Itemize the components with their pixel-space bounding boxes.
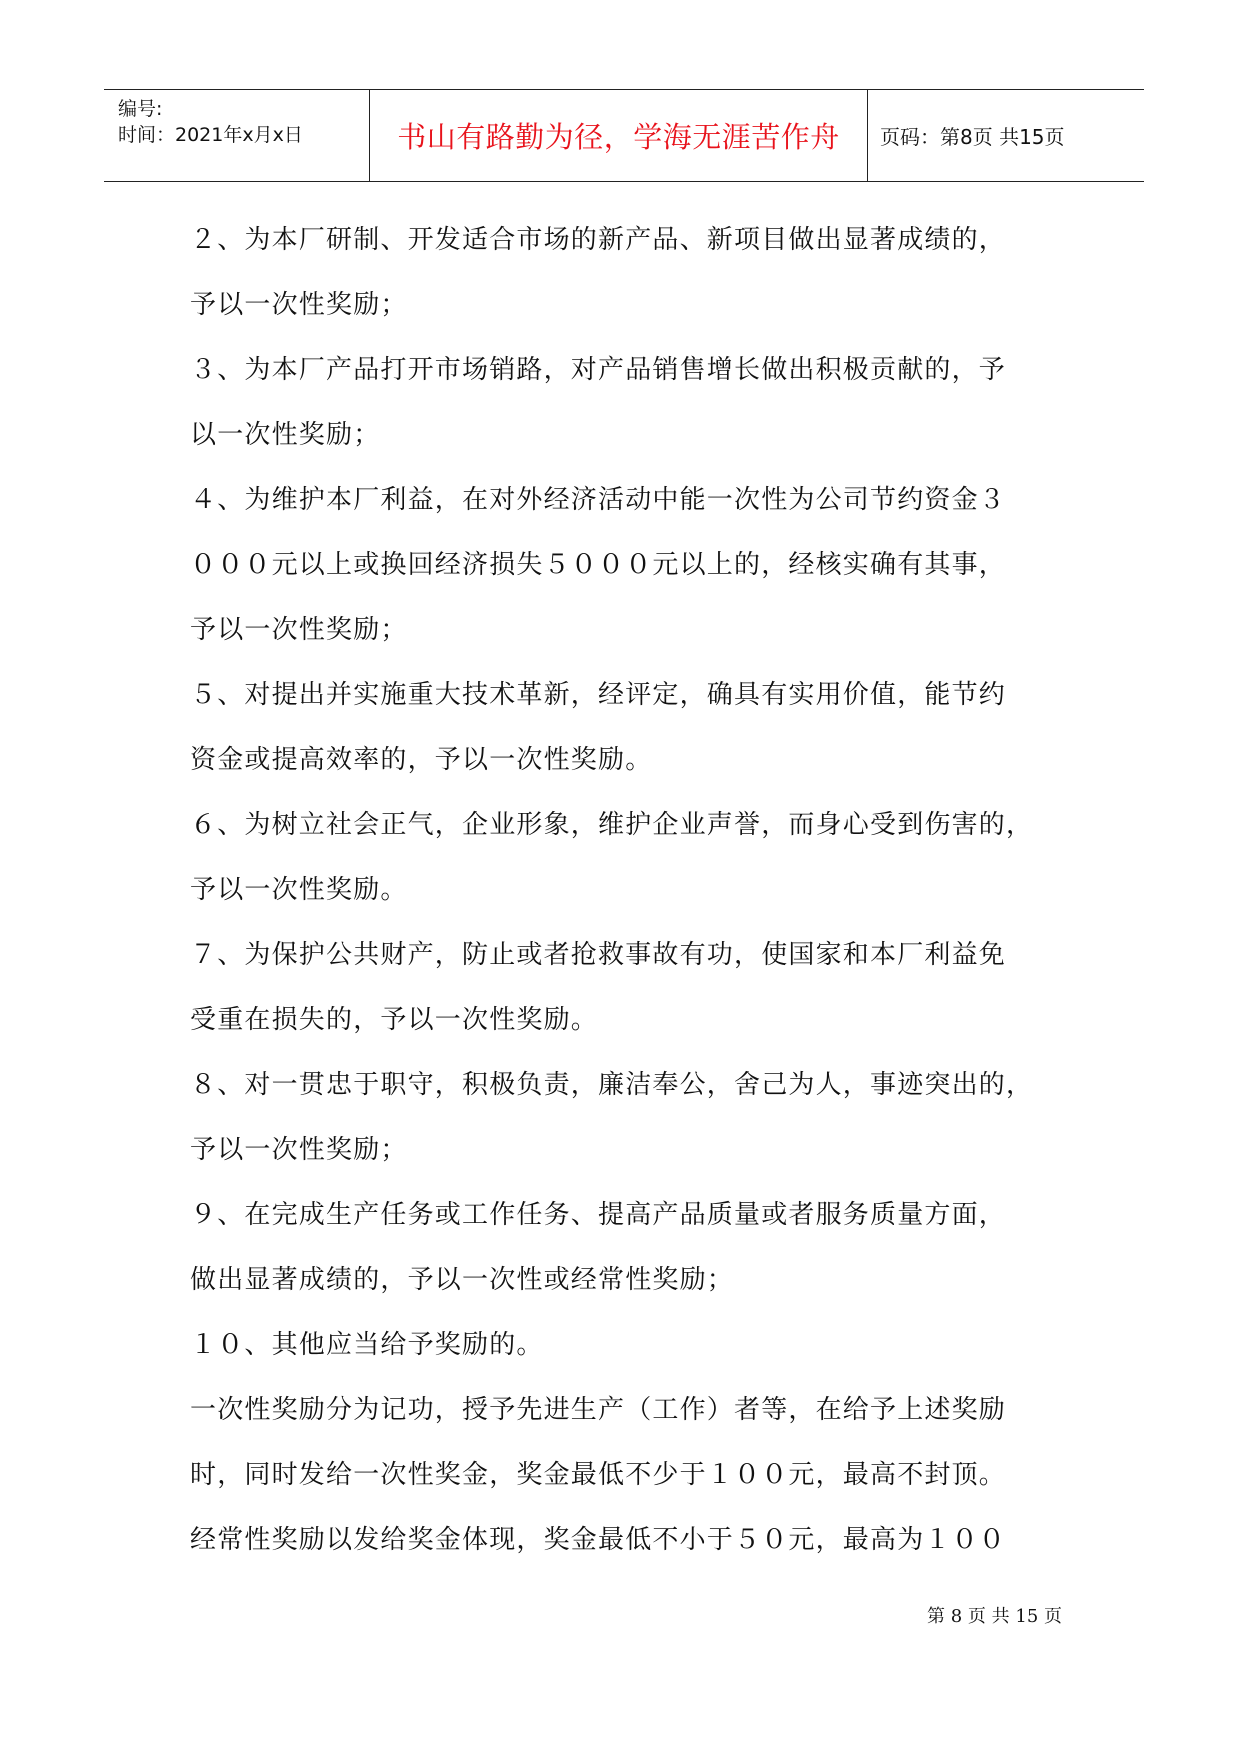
header-motto-cell xyxy=(370,90,868,181)
body-line: 予以一次性奖励。 xyxy=(190,875,408,905)
body-line: ５、对提出并实施重大技术革新，经评定，确具有实用价值，能节约 xyxy=(190,680,1007,710)
body-line: ９、在完成生产任务或工作任务、提高产品质量或者服务质量方面， xyxy=(190,1200,1007,1230)
document-date: 时间：2021年x月x日 xyxy=(118,124,303,146)
body-line: ３、为本厂产品打开市场销路，对产品销售增长做出积极贡献的，予 xyxy=(190,355,1007,385)
body-line: 做出显著成绩的，予以一次性或经常性奖励； xyxy=(190,1265,735,1295)
body-line: ７、为保护公共财产，防止或者抢救事故有功，使国家和本厂利益免 xyxy=(190,940,1007,970)
body-text xyxy=(190,208,1080,1573)
page-footer: 第 8 页 共 15 页 xyxy=(927,1606,1062,1627)
body-line: 予以一次性奖励； xyxy=(190,290,408,320)
document-number-label: 编号: xyxy=(118,98,163,120)
header-motto: 书山有路勤为径，学海无涯苦作舟 xyxy=(397,120,840,154)
header-meta-cell xyxy=(104,90,370,181)
header-page-cell xyxy=(868,90,1144,181)
body-line: 予以一次性奖励； xyxy=(190,615,408,645)
body-line: ８、对一贯忠于职守，积极负责，廉洁奉公，舍己为人，事迹突出的， xyxy=(190,1070,1034,1100)
body-line: 资金或提高效率的，予以一次性奖励。 xyxy=(190,745,653,775)
body-line: 以一次性奖励； xyxy=(190,420,381,450)
page-header xyxy=(104,89,1144,182)
header-page-info: 页码：第8页 共15页 xyxy=(880,125,1065,149)
body-line: 时，同时发给一次性奖金，奖金最低不少于１００元，最高不封顶。 xyxy=(190,1460,1007,1490)
body-line: ２、为本厂研制、开发适合市场的新产品、新项目做出显著成绩的， xyxy=(190,225,1007,255)
body-line: ０００元以上或换回经济损失５０００元以上的，经核实确有其事， xyxy=(190,550,1007,580)
body-line: 予以一次性奖励； xyxy=(190,1135,408,1165)
body-line: 经常性奖励以发给奖金体现，奖金最低不小于５０元，最高为１００ xyxy=(190,1525,1007,1555)
body-line: 一次性奖励分为记功，授予先进生产（工作）者等，在给予上述奖励 xyxy=(190,1395,1007,1425)
body-line: ４、为维护本厂利益，在对外经济活动中能一次性为公司节约资金３ xyxy=(190,485,1007,515)
body-line: １０、其他应当给予奖励的。 xyxy=(190,1330,544,1360)
body-line: ６、为树立社会正气，企业形象，维护企业声誉，而身心受到伤害的， xyxy=(190,810,1034,840)
body-line: 受重在损失的，予以一次性奖励。 xyxy=(190,1005,599,1035)
